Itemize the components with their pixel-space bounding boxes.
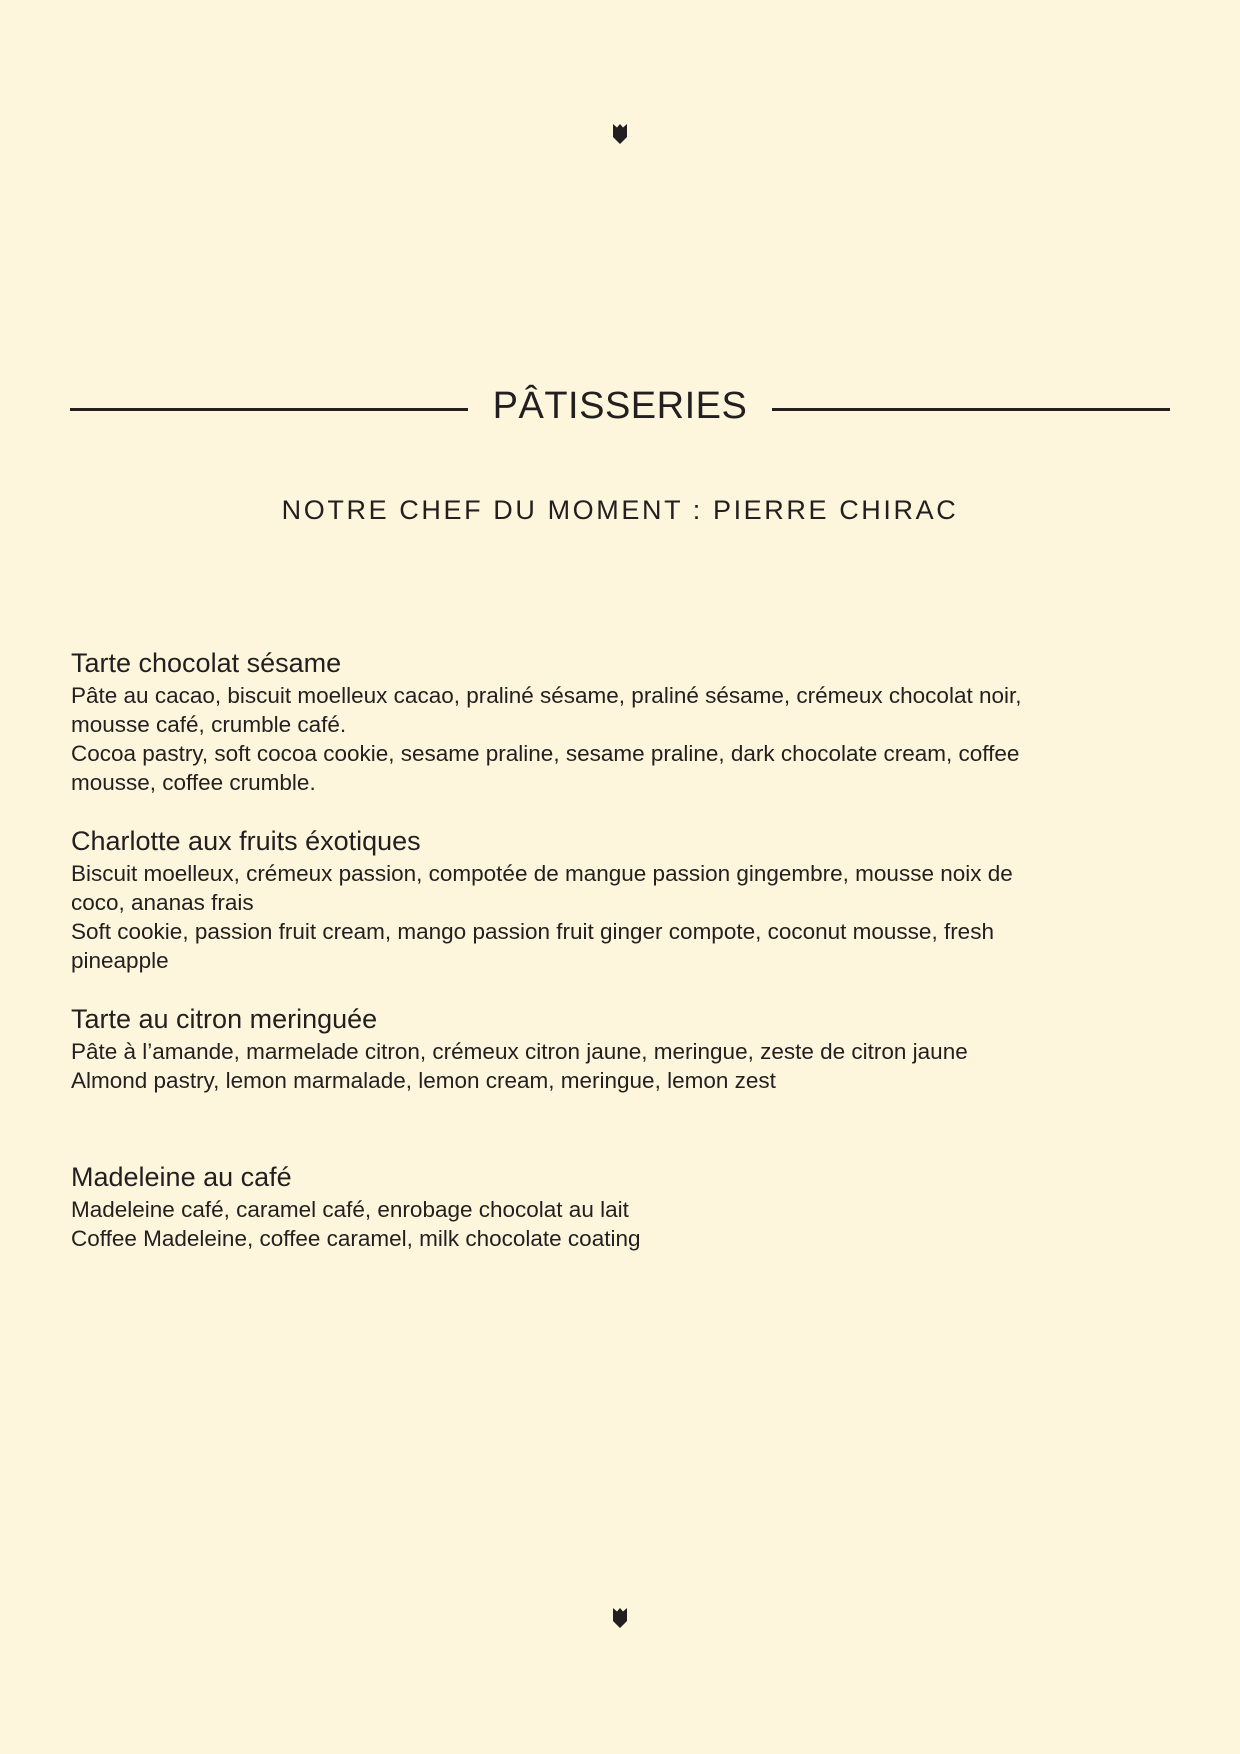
menu-item-description-fr: Biscuit moelleux, crémeux passion, compotée de mangue passion gingembre, mousse noix de coco, ananas frais bbox=[71, 861, 1013, 915]
menu-item-name: Charlotte aux fruits éxotiques bbox=[71, 826, 421, 856]
menu-item bbox=[71, 1159, 1071, 1253]
shield-logo-icon-top-graphic bbox=[613, 124, 627, 144]
section-header bbox=[70, 378, 1170, 438]
shield-logo-icon bbox=[613, 124, 627, 144]
shield-logo-icon bbox=[613, 1608, 627, 1628]
menu-item-description-en: Cocoa pastry, soft cocoa cookie, sesame praline, sesame praline, dark chocolate cream, coffee mousse, coffee crumble. bbox=[71, 741, 1020, 795]
menu-item-list bbox=[71, 645, 1071, 1253]
menu-item-name: Tarte chocolat sésame bbox=[71, 648, 342, 678]
menu-item-description-fr: Pâte à l’amande, marmelade citron, crémeux citron jaune, meringue, zeste de citron jaune bbox=[71, 1039, 968, 1064]
title-rule-right bbox=[772, 408, 1170, 411]
menu-item-description-en: Almond pastry, lemon marmalade, lemon cream, meringue, lemon zest bbox=[71, 1068, 776, 1093]
menu-item-description-en: Coffee Madeleine, coffee caramel, milk chocolate coating bbox=[71, 1226, 641, 1251]
menu-item-name: Tarte au citron meringuée bbox=[71, 1004, 378, 1034]
menu-item-description-en: Soft cookie, passion fruit cream, mango passion fruit ginger compote, coconut mousse, fresh pineapple bbox=[71, 919, 994, 973]
menu-item-name: Madeleine au café bbox=[71, 1162, 292, 1192]
menu-item-description-fr: Pâte au cacao, biscuit moelleux cacao, praliné sésame, praliné sésame, crémeux chocolat noir, mousse café, crumble café. bbox=[71, 683, 1022, 737]
chef-subtitle: NOTRE CHEF DU MOMENT : PIERRE CHIRAC bbox=[281, 495, 959, 525]
shield-logo-icon-bottom-graphic bbox=[613, 1608, 627, 1628]
page-title: PÂTISSERIES bbox=[492, 385, 748, 427]
menu-item bbox=[71, 645, 1071, 797]
menu-item bbox=[71, 823, 1071, 975]
menu-item-description-fr: Madeleine café, caramel café, enrobage chocolat au lait bbox=[71, 1197, 629, 1222]
menu-item bbox=[71, 1001, 1071, 1095]
